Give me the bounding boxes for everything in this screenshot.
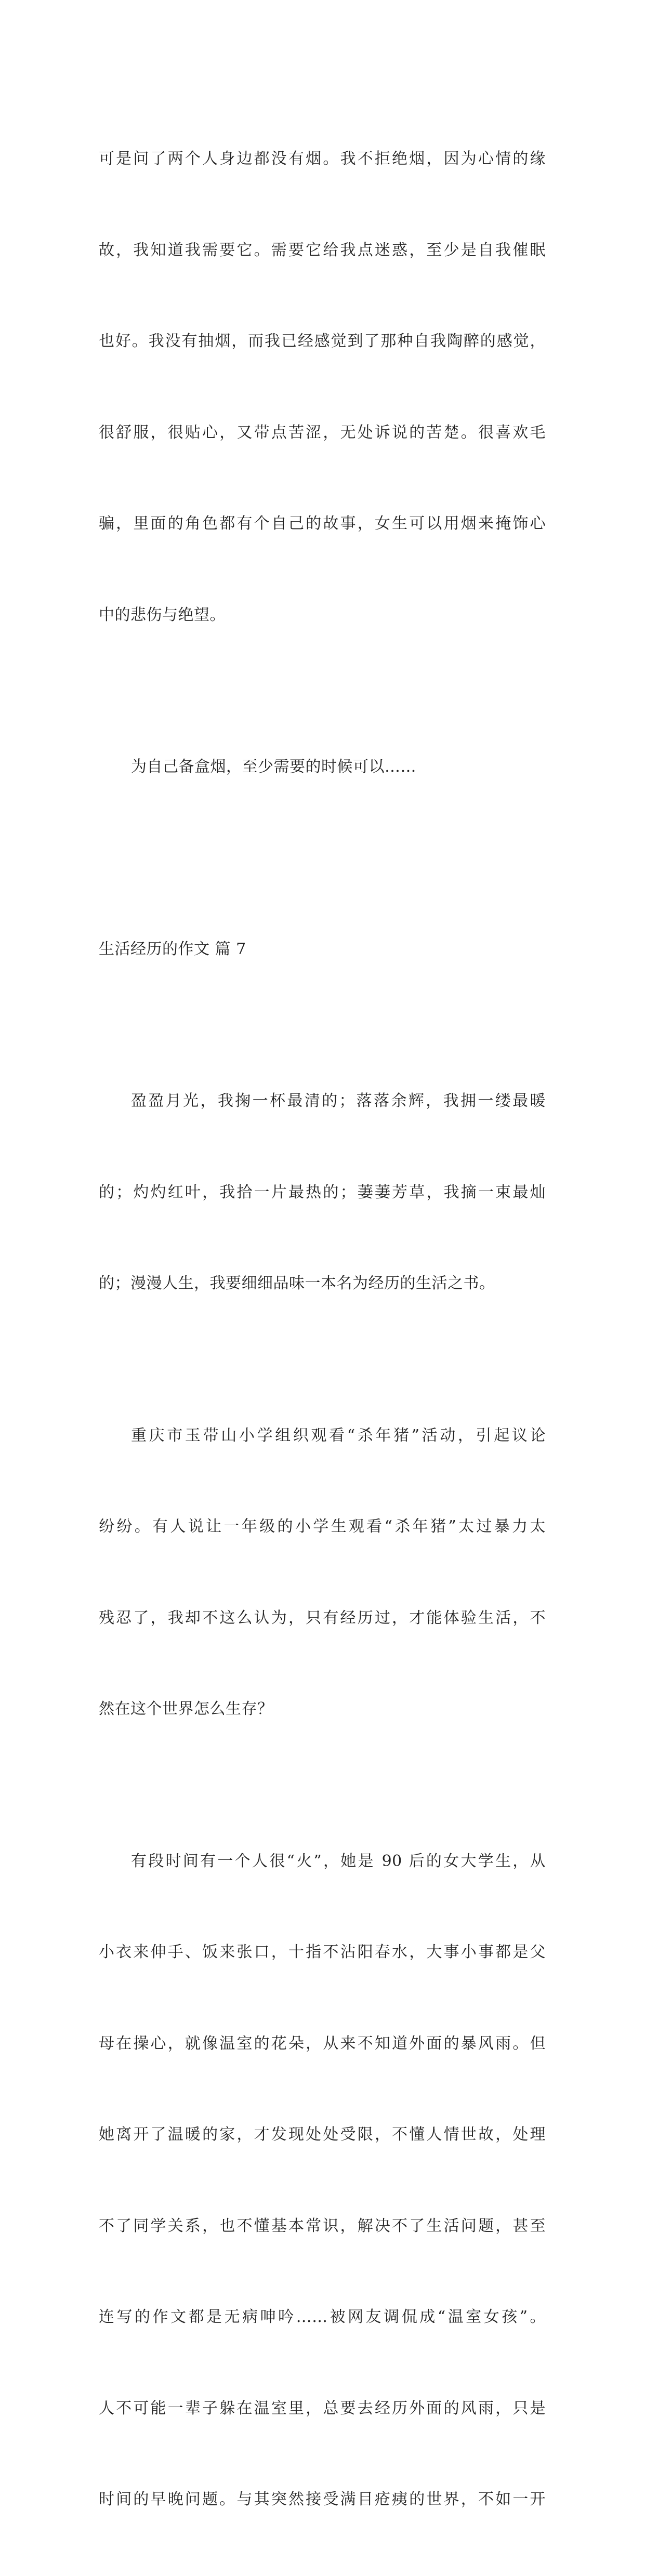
text-line: 纷纷。有人说让一年级的小学生观看“杀年猪”太过暴力太 [99, 1517, 546, 1536]
text-line: 的；灼灼红叶，我拾一片最热的；萋萋芳草，我摘一束最灿 [99, 1183, 546, 1201]
text-line: 母在操心，就像温室的花朵，从来不知道外面的暴风雨。但 [99, 2034, 546, 2053]
text-line: 可是问了两个人身边都没有烟。我不拒绝烟，因为心情的缘 [99, 150, 546, 168]
text-line: 时间的早晚问题。与其突然接受满目疮痍的世界，不如一开 [99, 2490, 546, 2508]
section-heading-block [99, 874, 546, 1026]
text-line: 然在这个世界怎么生存？ [99, 1700, 273, 1718]
text-line: 很舒服，很贴心，又带点苦涩，无处诉说的苦楚。很喜欢毛 [99, 423, 546, 442]
text-line: 盈盈月光，我掬一杯最清的；落落余辉，我拥一缕最暖 [131, 1092, 546, 1110]
text-line: 连写的作文都是无病呻吟……被网友调侃成“温室女孩”。 [99, 2308, 546, 2326]
text-line: 中的悲伤与绝望。 [99, 605, 226, 624]
paragraph-4 [99, 1360, 546, 1786]
text-line: 故，我知道我需要它。需要它给我点迷惑，至少是自我催眠 [99, 241, 546, 259]
text-line: 骗，里面的角色都有个自己的故事，女生可以用烟来掩饰心 [99, 514, 546, 533]
document-body [99, 83, 546, 2576]
text-line: 不了同学关系，也不懂基本常识，解决不了生活问题，甚至 [99, 2216, 546, 2235]
paragraph-3 [99, 1025, 546, 1360]
section-heading: 生活经历的作文 篇 7 [99, 940, 246, 958]
text-line: 残忍了，我却不这么认为，只有经历过，才能体验生活，不 [99, 1608, 546, 1627]
paragraph-5 [99, 1786, 546, 2576]
paragraph-2 [99, 691, 546, 843]
text-line: 小衣来伸手、饭来张口，十指不沾阳春水，大事小事都是父 [99, 1943, 546, 1961]
text-line: 也好。我没有抽烟，而我已经感觉到了那种自我陶醉的感觉， [99, 332, 546, 350]
text-line: 她离开了温暖的家，才发现处处受限，不懂人情世故，处理 [99, 2125, 546, 2144]
text-line: 人不可能一辈子躲在温室里，总要去经历外面的风雨，只是 [99, 2399, 546, 2418]
text-line: 重庆市玉带山小学组织观看“杀年猪”活动，引起议论 [131, 1426, 546, 1445]
text-line: 有段时间有一个人很“火”，她是 90 后的女大学生，从 [131, 1852, 546, 1870]
section-spacer [99, 843, 546, 874]
text-line: 的；漫漫人生，我要细细品味一本名为经历的生活之书。 [99, 1274, 495, 1292]
paragraph-1 [99, 83, 546, 691]
text-line: 为自己备盒烟，至少需要的时候可以…… [131, 758, 416, 776]
